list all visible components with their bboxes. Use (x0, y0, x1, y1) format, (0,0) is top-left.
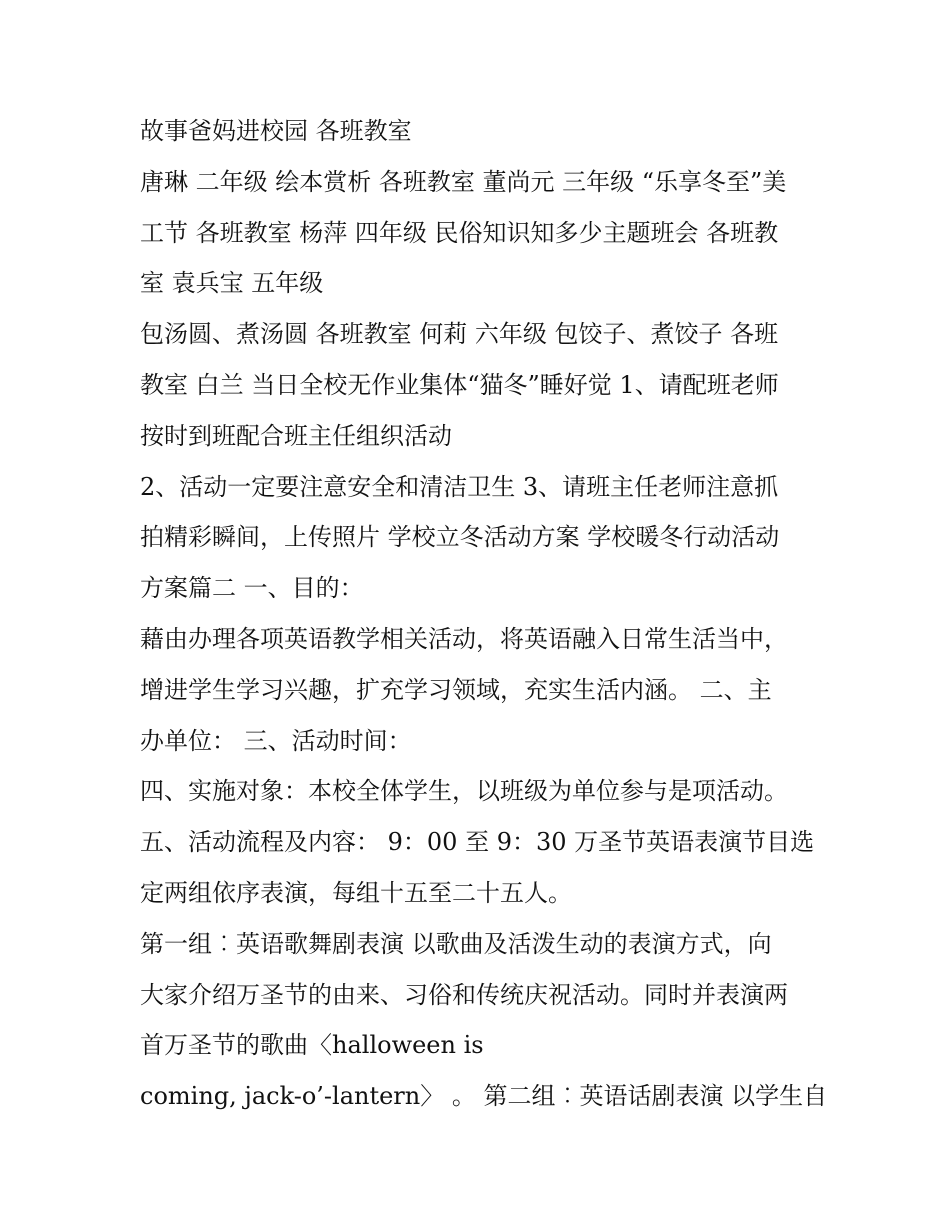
text-line: 包汤圆、煮汤圆 各班教室 何莉 六年级 包饺子、煮饺子 各班 (140, 320, 779, 349)
text-line: 教室 白兰 当日全校无作业集体“猫冬”睡好觉 1、请配班老师 (140, 370, 779, 399)
text-line: 藉由办理各项英语教学相关活动，将英语融入日常生活当中， (140, 624, 788, 653)
document-body (140, 106, 840, 1122)
text-line: 五、活动流程及内容： 9：00 至 9：30 万圣节英语表演节目选 (140, 828, 815, 857)
text-line: 2、活动一定要注意安全和清洁卫生 3、请班主任老师注意抓 (140, 472, 779, 501)
text-line: 唐琳 二年级 绘本赏析 各班教室 董尚元 三年级 “乐享冬至”美 (140, 167, 787, 196)
text-line: 第一组︰英语歌舞剧表演 以歌曲及活泼生动的表演方式，向 (140, 929, 772, 958)
text-line: 故事爸妈进校园 各班教室 (140, 117, 412, 145)
text-line: 室 袁兵宝 五年级 (140, 269, 324, 298)
text-line: 定两组依序表演，每组十五至二十五人。 (140, 878, 572, 907)
text-line: coming, jack-o’-lantern〉 。 第二组︰英语话剧表演 以学生自 (140, 1082, 828, 1111)
text-line: 拍精彩瞬间，上传照片 学校立冬活动方案 学校暖冬行动活动 (140, 523, 780, 552)
text-line: 方案篇二 一、目的： (140, 574, 364, 603)
text-line: 增进学生学习兴趣，扩充学习领域，充实生活内涵。 二、主 (140, 675, 772, 704)
text-line: 工节 各班教室 杨萍 四年级 民俗知识知多少主题班会 各班教 (140, 218, 779, 247)
text-line: 四、实施对象：本校全体学生，以班级为单位参与是项活动。 (140, 777, 788, 806)
text-line: 大家介绍万圣节的由来、习俗和传统庆祝活动。同时并表演两 (140, 980, 788, 1009)
text-line: 办单位： 三、活动时间： (140, 726, 412, 755)
text-line: 首万圣节的歌曲〈halloween is (140, 1031, 484, 1060)
text-line: 按时到班配合班主任组织活动 (140, 421, 452, 450)
